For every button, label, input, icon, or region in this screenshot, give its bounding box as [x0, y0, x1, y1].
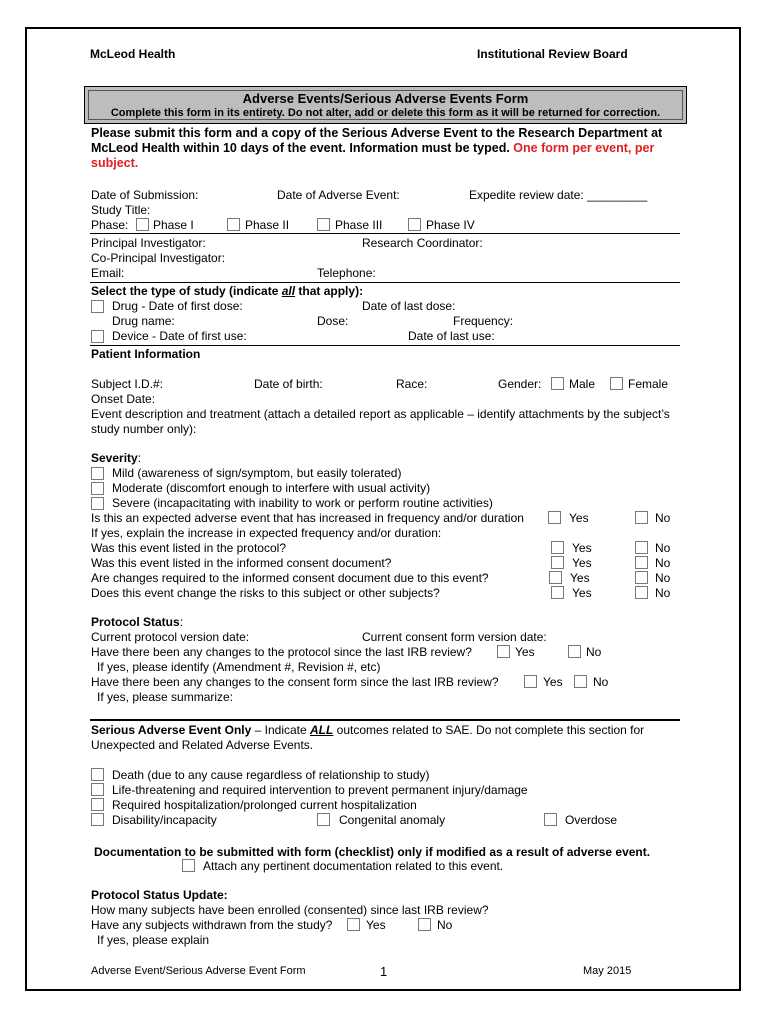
device-last-use-label: Date of last use: — [408, 329, 495, 343]
withdrawn-question: Have any subjects withdrawn from the study? — [91, 918, 333, 932]
consent-changes-no-label: No — [593, 675, 609, 689]
consent-change-no-label: No — [655, 571, 671, 585]
documentation-heading: Documentation to be submitted with form (checklist) only if modified as a result of adverse event. — [94, 845, 651, 859]
sae-overdose-checkbox[interactable] — [544, 813, 557, 826]
current-consent-label: Current consent form version date: — [362, 630, 547, 644]
title-box — [84, 86, 687, 124]
consent-changes-question: Have there been any changes to the consent form since the last IRB review? — [91, 675, 499, 689]
attach-docs-checkbox[interactable] — [182, 859, 195, 872]
device-checkbox[interactable] — [91, 330, 104, 343]
expedite-label: Expedite review date: _________ — [469, 188, 648, 202]
severity-severe-label: Severe (incapacitating with inability to work or perform routine activities) — [112, 496, 493, 510]
attach-docs-label: Attach any pertinent documentation related to this event. — [203, 859, 504, 873]
male-label: Male — [569, 377, 596, 391]
date-ae-label: Date of Adverse Event: — [277, 188, 400, 202]
consent-changes-yes-checkbox[interactable] — [524, 675, 537, 688]
subject-id-label: Subject I.D.#: — [91, 377, 164, 391]
phase-2-checkbox[interactable] — [227, 218, 240, 231]
divider — [90, 345, 680, 346]
sae-disability-label: Disability/incapacity — [112, 813, 217, 827]
onset-label: Onset Date: — [91, 392, 156, 406]
severity-severe-checkbox[interactable] — [91, 497, 104, 510]
drug-last-dose-label: Date of last dose: — [362, 299, 456, 313]
withdrawn-explain-label: If yes, please explain — [97, 933, 210, 947]
pi-label: Principal Investigator: — [91, 236, 206, 250]
severity-moderate-checkbox[interactable] — [91, 482, 104, 495]
phase-1-label: Phase I — [153, 218, 194, 232]
sae-heading: Serious Adverse Event Only – Indicate ALL outcomes related to SAE. Do not complete this section for Unexpected and Related Adverse Events. — [91, 723, 645, 752]
telephone-label: Telephone: — [317, 266, 376, 280]
consent-change-yes-checkbox[interactable] — [549, 571, 562, 584]
org-name: McLeod Health — [90, 47, 176, 61]
phase-1-checkbox[interactable] — [136, 218, 149, 231]
divider — [90, 719, 680, 721]
email-label: Email: — [91, 266, 125, 280]
intro-paragraph — [91, 126, 681, 171]
protocol-changes-no-checkbox[interactable] — [568, 645, 581, 658]
female-label: Female — [628, 377, 669, 391]
expected-yes-checkbox[interactable] — [548, 511, 561, 524]
rc-label: Research Coordinator: — [362, 236, 483, 250]
sae-hospitalization-label: Required hospitalization/prolonged current hospitalization — [112, 798, 417, 812]
male-checkbox[interactable] — [551, 377, 564, 390]
phase-2-label: Phase II — [245, 218, 290, 232]
consent-change-question: Are changes required to the informed consent document due to this event? — [91, 571, 489, 585]
protocol-changes-no-label: No — [586, 645, 602, 659]
event-description-label: Event description and treatment (attach a detailed report as applicable – identify attachments by the subject’s study number only): — [91, 407, 670, 436]
consent-changes-yes-label: Yes — [543, 675, 563, 689]
footer-date: May 2015 — [583, 965, 632, 977]
update-heading: Protocol Status Update: — [91, 888, 228, 902]
withdrawn-yes-checkbox[interactable] — [347, 918, 360, 931]
expected-yes-label: Yes — [569, 511, 589, 525]
patient-heading: Patient Information — [91, 347, 201, 361]
sae-hospitalization-checkbox[interactable] — [91, 798, 104, 811]
study-type-heading: Select the type of study (indicate all that apply): — [91, 284, 364, 298]
protocol-changes-question: Have there been any changes to the protocol since the last IRB review? — [91, 645, 472, 659]
divider — [90, 282, 680, 283]
withdrawn-no-label: No — [437, 918, 453, 932]
risk-change-no-checkbox[interactable] — [635, 586, 648, 599]
form-instructions: Complete this form in its entirety. Do not alter, add or delete this form as it will be returned for correction. — [110, 107, 661, 119]
drug-name-label: Drug name: — [112, 314, 175, 328]
protocol-listed-yes-checkbox[interactable] — [551, 541, 564, 554]
protocol-listed-yes-label: Yes — [572, 541, 592, 555]
sae-life-threatening-label: Life-threatening and required intervention to prevent permanent injury/damage — [112, 783, 528, 797]
consent-listed-no-checkbox[interactable] — [635, 556, 648, 569]
frequency-label: Frequency: — [453, 314, 514, 328]
protocol-listed-no-checkbox[interactable] — [635, 541, 648, 554]
risk-change-yes-label: Yes — [572, 586, 592, 600]
drug-checkbox[interactable] — [91, 300, 104, 313]
race-label: Race: — [396, 377, 428, 391]
severity-mild-checkbox[interactable] — [91, 467, 104, 480]
intro-red-text: One form per event, per subject. — [91, 141, 655, 170]
consent-changes-no-checkbox[interactable] — [574, 675, 587, 688]
sae-congenital-checkbox[interactable] — [317, 813, 330, 826]
consent-listed-yes-label: Yes — [572, 556, 592, 570]
phase-3-label: Phase III — [335, 218, 383, 232]
withdrawn-yes-label: Yes — [366, 918, 386, 932]
sae-death-checkbox[interactable] — [91, 768, 104, 781]
dob-label: Date of birth: — [254, 377, 323, 391]
co-pi-label: Co-Principal Investigator: — [91, 251, 226, 265]
footer-page-number: 1 — [380, 964, 388, 979]
sae-disability-checkbox[interactable] — [91, 813, 104, 826]
footer-form-name: Adverse Event/Serious Adverse Event Form — [91, 965, 306, 977]
date-submission-label: Date of Submission: — [91, 188, 199, 202]
sae-overdose-label: Overdose — [565, 813, 618, 827]
withdrawn-no-checkbox[interactable] — [418, 918, 431, 931]
board-name: Institutional Review Board — [477, 47, 628, 61]
female-checkbox[interactable] — [610, 377, 623, 390]
protocol-changes-yes-label: Yes — [515, 645, 535, 659]
risk-change-no-label: No — [655, 586, 671, 600]
drug-first-dose-label: Drug - Date of first dose: — [112, 299, 243, 313]
study-title-label: Study Title: — [91, 203, 151, 217]
severity-heading: Severity: — [91, 451, 142, 465]
divider — [90, 233, 680, 234]
phase-label: Phase: — [91, 218, 129, 232]
consent-listed-question: Was this event listed in the informed consent document? — [91, 556, 392, 570]
consent-listed-no-label: No — [655, 556, 671, 570]
protocol-status-heading: Protocol Status: — [91, 615, 184, 629]
dose-label: Dose: — [317, 314, 349, 328]
gender-label: Gender: — [498, 377, 542, 391]
device-first-use-label: Device - Date of first use: — [112, 329, 247, 343]
phase-4-label: Phase IV — [426, 218, 475, 232]
current-protocol-label: Current protocol version date: — [91, 630, 250, 644]
consent-listed-yes-checkbox[interactable] — [551, 556, 564, 569]
protocol-listed-no-label: No — [655, 541, 671, 555]
expected-no-checkbox[interactable] — [635, 511, 648, 524]
sae-congenital-label: Congenital anomaly — [339, 813, 446, 827]
severity-moderate-label: Moderate (discomfort enough to interfere with usual activity) — [112, 481, 431, 495]
protocol-changes-yes-checkbox[interactable] — [497, 645, 510, 658]
phase-3-checkbox[interactable] — [317, 218, 330, 231]
protocol-identify-label: If yes, please identify (Amendment #, Revision #, etc) — [97, 660, 381, 674]
enrolled-question: How many subjects have been enrolled (consented) since last IRB review? — [91, 903, 489, 917]
protocol-listed-question: Was this event listed in the protocol? — [91, 541, 286, 555]
expected-no-label: No — [655, 511, 671, 525]
risk-change-question: Does this event change the risks to this subject or other subjects? — [91, 586, 440, 600]
consent-summarize-label: If yes, please summarize: — [97, 690, 234, 704]
consent-change-yes-label: Yes — [570, 571, 590, 585]
severity-mild-label: Mild (awareness of sign/symptom, but easily tolerated) — [112, 466, 402, 480]
expected-question: Is this an expected adverse event that has increased in frequency and/or duration — [91, 511, 524, 525]
phase-4-checkbox[interactable] — [408, 218, 421, 231]
explain-label: If yes, explain the increase in expected frequency and/or duration: — [91, 526, 442, 540]
risk-change-yes-checkbox[interactable] — [551, 586, 564, 599]
consent-change-no-checkbox[interactable] — [635, 571, 648, 584]
sae-death-label: Death (due to any cause regardless of relationship to study) — [112, 768, 430, 782]
sae-life-threatening-checkbox[interactable] — [91, 783, 104, 796]
intro-text: Please submit this form and a copy of the Serious Adverse Event to the Research Department at McLeod Health within 10 days of the event. Information must be typed. — [91, 126, 663, 155]
form-title: Adverse Events/Serious Adverse Events Form — [242, 91, 529, 106]
